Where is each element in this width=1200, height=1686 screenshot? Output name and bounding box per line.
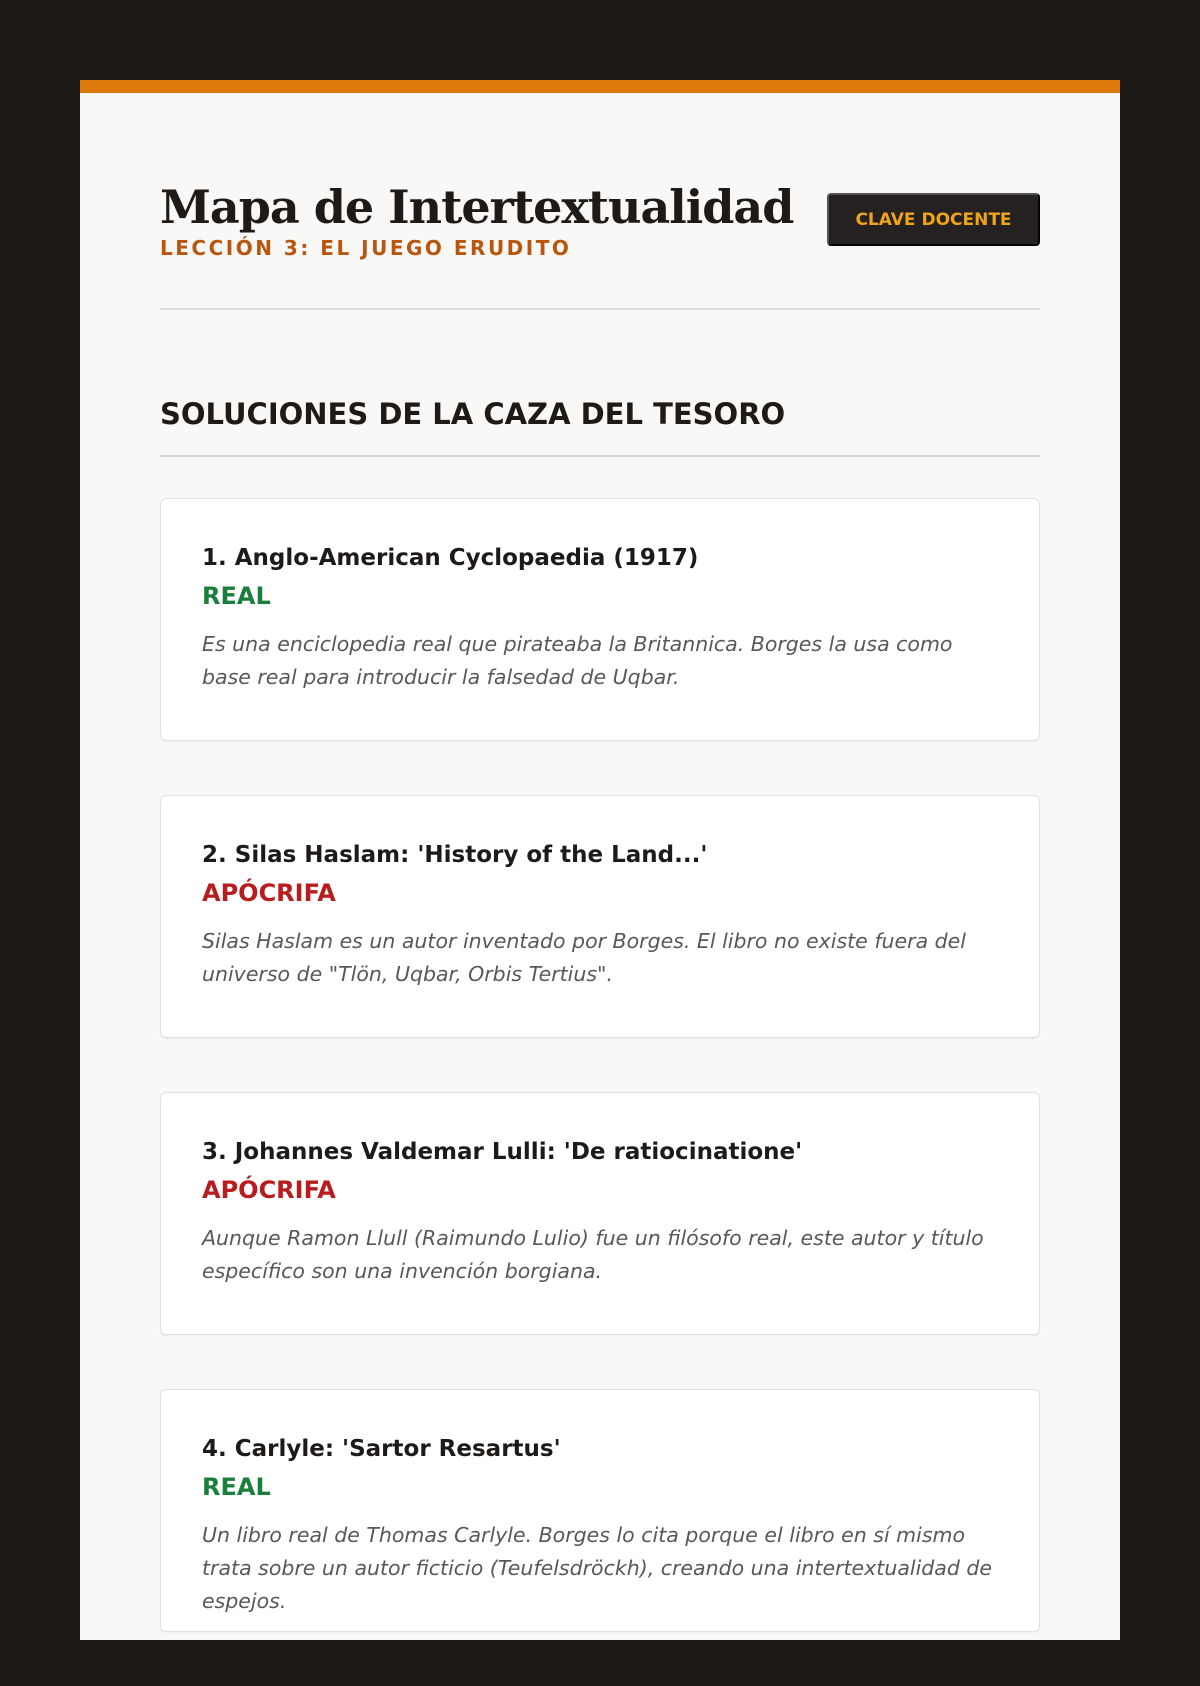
solution-verdict: REAL xyxy=(202,1473,271,1501)
solution-card xyxy=(160,498,1040,741)
page-title: Mapa de Intertextualidad xyxy=(160,180,794,234)
solution-card xyxy=(160,795,1040,1038)
solution-title: 4. Carlyle: 'Sartor Resartus' xyxy=(202,1436,561,1462)
teacher-key-button[interactable]: CLAVE DOCENTE xyxy=(827,193,1040,246)
section-title: SOLUCIONES DE LA CAZA DEL TESORO xyxy=(160,397,1040,457)
solution-title: 3. Johannes Valdemar Lulli: 'De ratiocinatione' xyxy=(202,1139,803,1165)
solution-title: 1. Anglo-American Cyclopaedia (1917) xyxy=(202,545,699,571)
solution-title: 2. Silas Haslam: 'History of the Land...' xyxy=(202,842,708,868)
lesson-subtitle: LECCIÓN 3: EL JUEGO ERUDITO xyxy=(160,236,572,260)
solution-explanation: Un libro real de Thomas Carlyle. Borges lo cita porque el libro en sí mismo trata sobre un autor ficticio (Teufelsdröckh), creando una intertextualidad de espejos. xyxy=(202,1523,993,1613)
page-header xyxy=(160,180,1040,310)
solution-verdict: REAL xyxy=(202,582,271,610)
solution-explanation: Aunque Ramon Llull (Raimundo Lulio) fue un filósofo real, este autor y título específico son una invención borgiana. xyxy=(202,1226,984,1283)
solutions-list xyxy=(160,498,1040,1686)
solution-verdict: APÓCRIFA xyxy=(202,1176,336,1204)
solution-verdict: APÓCRIFA xyxy=(202,879,336,907)
solution-explanation: Es una enciclopedia real que pirateaba la Britannica. Borges la usa como base real para introducir la falsedad de Uqbar. xyxy=(202,632,953,689)
solution-explanation: Silas Haslam es un autor inventado por Borges. El libro no existe fuera del universo de "Tlön, Uqbar, Orbis Tertius". xyxy=(202,929,966,986)
worksheet-sheet xyxy=(80,80,1120,1640)
solution-card xyxy=(160,1389,1040,1632)
solution-card xyxy=(160,1092,1040,1335)
